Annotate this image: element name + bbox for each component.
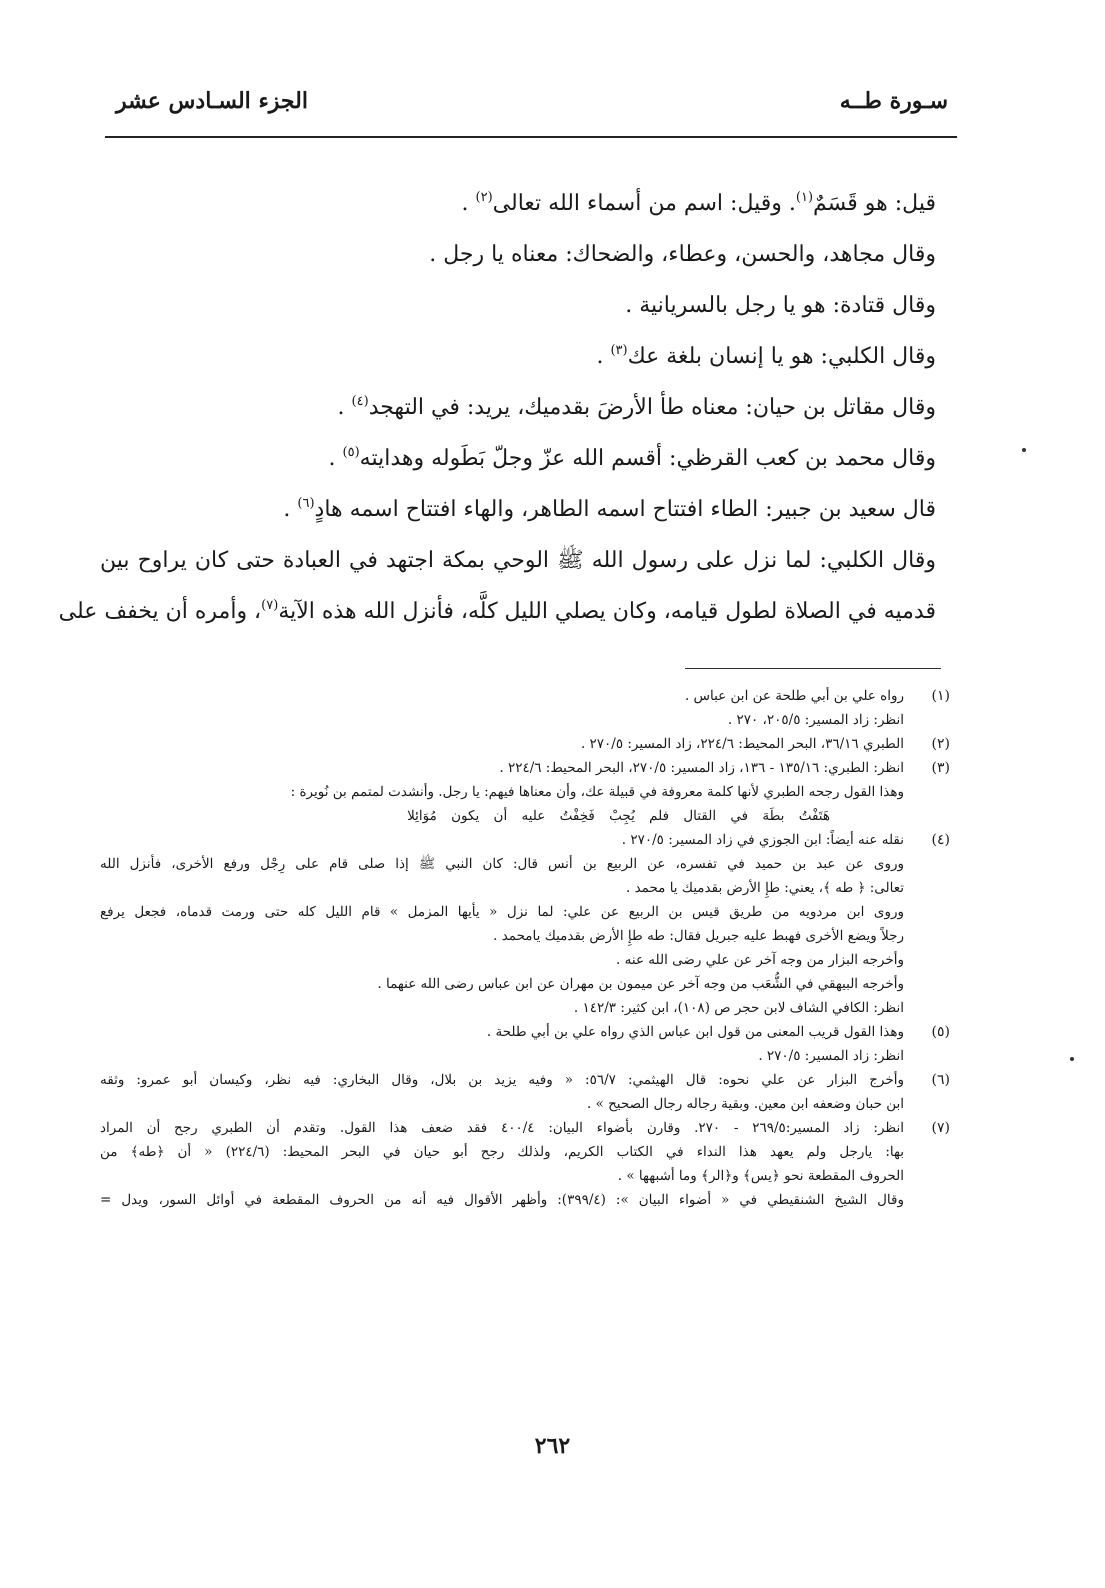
footnote-2 [100,732,950,756]
footnote-line: انظر: الكافي الشاف لابن حجر ص (١٠٨)، ابن كثير: ١٤٢/٣ . [573,1000,904,1016]
footnote-6 [100,1068,950,1116]
footnote-line: بها: يارجل ولم يعهد هذا النداء في الكتاب الكريم، ولذلك رجح أبو حيان في البحر المحيط: (٢٢٤/٦) « أن ﴿طه﴾ من [100,1144,905,1160]
footnote-line: انظر: زاد المسير: ٢٠٥/٥، ٢٧٠ . [727,712,904,728]
footnote-number: (٦) [931,1072,950,1088]
main-text [58,178,936,637]
footnote-line: وروى عن عبد بن حميد في تفسره، عن الربيع بن أنس قال: كان النبي ﷺ إذا صلى قام على رِجْل ورفع الأخرى، فأنزل الله [100,856,904,872]
main-line: وقال مقاتل بن حيان: معناه طأ الأرضَ بقدميك، يريد: في التهجد$^{(٤)}$ . [337,394,936,420]
footnote-5 [100,1020,950,1068]
main-line: وقال الكلبي: هو يا إنسان بلغة عك$^{(٣)}$ . [596,343,936,369]
footnote-number: (٤) [931,832,950,848]
footnote-ref: (٥) [342,445,360,460]
footnote-line: وهذا القول رجحه الطبري لأنها كلمة معروفة في قبيلة عك، وأن معناها فيهم: يا رجل. وأنشدت لمتمم بن نُويرة : [290,784,904,800]
footnote-ref: (١) [795,190,814,205]
surah-title: سـورة طــه [839,88,948,114]
footnote-line: وهذا القول قريب المعنى من قول ابن عباس الذي رواه علي بن أبي طلحة . [486,1024,904,1040]
main-line: قيل: هو قَسَمٌ$^{(١)}$. وقيل: اسم من أسماء الله تعالى$^{(٢)}$ . [461,190,936,216]
footnote-3 [100,756,950,828]
scan-speck [1022,448,1026,452]
footnote-line: وقال الشيخ الشنقيطي في « أضواء البيان »: (٣٩٩/٤): وأظهر الأقوال فيه أنه من الحروف المقطعة في أوائل السور، ويدل = [100,1192,905,1208]
footnote-line: وأخرج البزار عن علي نحوه: قال الهيثمي: ٥٦/٧: « وفيه يزيد بن بلال، وقال البخاري: فيه نظر، وكيسان أبو عمرو: وثقه [100,1072,904,1088]
footnote-number: (٢) [931,736,950,752]
footnote-number: (٣) [931,760,950,776]
footnote-number: (٧) [931,1120,950,1136]
footnote-line: الحروف المقطعة نحو ﴿يس﴾ و﴿الر﴾ وما أشبهها » . [617,1168,904,1184]
footnote-line: نقله عنه أيضاً: ابن الجوزي في زاد المسير: ٢٧٠/٥ . [621,832,904,848]
footnote-line: وأخرجه البزار من وجه آخر عن علي رضى الله عنه . [616,952,904,968]
footnotes [100,684,950,1212]
main-line: وقال محمد بن كعب القرظي: أقسم الله عزّ وجلّ بَطَوله وهدايته$^{(٥)}$ . [328,445,936,471]
footnote-line: الطبري ٣٦/١٦، البحر المحيط: ٢٢٤/٦، زاد المسير: ٢٧٠/٥ . [580,736,904,752]
footnote-line: وأخرجه البيهقي في الشُّعَب من وجه آخر عن ميمون بن مهران عن ابن عباس رضى الله عنهما . [377,976,904,992]
main-line: وقال الكلبي: لما نزل على رسول الله ﷺ الوحي بمكة اجتهد في العبادة حتى كان يراوح بين [100,548,936,573]
footnote-number: (١) [931,688,950,704]
footnote-line: انظر: الطبري: ١٣٥/١٦ - ١٣٦، زاد المسير: ٢٧٠/٥، البحر المحيط: ٢٢٤/٦ . [499,760,904,776]
footnote-line: تعالى: ﴿ طه ﴾، يعني: طإِ الأرض بقدميك يا محمد . [625,880,904,896]
main-line: وقال مجاهد، والحسن، وعطاء، والضحاك: معناه يا رجل . [429,242,936,267]
running-header [108,88,948,128]
main-line: قدميه في الصلاة لطول قيامه، وكان يصلي الليل كلَّه، فأنزل الله هذه الآية$^{(٧)}$، وأمره أن يخفف على [58,598,936,624]
footnote-7 [100,1116,950,1212]
scan-speck [1070,1057,1074,1061]
main-line: قال سعيد بن جبير: الطاء افتتاح اسمه الطاهر، والهاء افتتاح اسمه هادٍ$^{(٦)}$ . [283,496,936,522]
footnote-ref: (٧) [261,598,279,613]
footnote-ref: (٣) [610,343,628,358]
footnote-line: وروى ابن مردويه من طريق قيس بن الربيع عن علي: لما نزل « يأيها المزمل » قام الليل كله حتى ورمت قدماه، فجعل يرفع [100,904,904,920]
footnote-divider [685,668,941,669]
footnote-ref: (٦) [297,496,315,511]
footnote-line: ابن حبان وضعفه ابن معين. وبقية رجاله رجال الصحيح » . [586,1096,904,1112]
footnote-4 [100,828,950,1020]
header-divider [105,136,957,138]
footnote-line: انظر: زاد المسير: ٢٧٠/٥ . [758,1048,904,1064]
footnote-number: (٥) [931,1024,950,1040]
footnote-line: رواه علي بن أبي طلحة عن ابن عباس . [684,688,904,704]
poem-verse: هَتَفْتُ بطَهَ في القتال فلم يُجِبْ فَخِفْتُ عليه أن يكون مُوَائِلا [407,808,830,824]
footnote-1 [100,684,950,732]
footnote-ref: (٢) [475,190,493,205]
footnote-line: رجلاً ويضع الأخرى فهبط عليه جبريل فقال: طه طإِ الأرض بقدميك يامحمد . [493,928,904,944]
main-line: وقال قتادة: هو يا رجل بالسريانية . [625,293,936,318]
page-number: ٢٦٢ [534,1433,571,1459]
footnote-line: انظر: زاد المسير:٢٦٩/٥ - ٢٧٠. وقارن بأضواء البيان: ٤٠٠/٤ فقد ضعف هذا القول. وتقدم أن الطبري رجح أن المراد [100,1120,904,1136]
juz-title: الجزء السـادس عشر [116,88,308,114]
footnote-ref: (٤) [351,394,369,409]
